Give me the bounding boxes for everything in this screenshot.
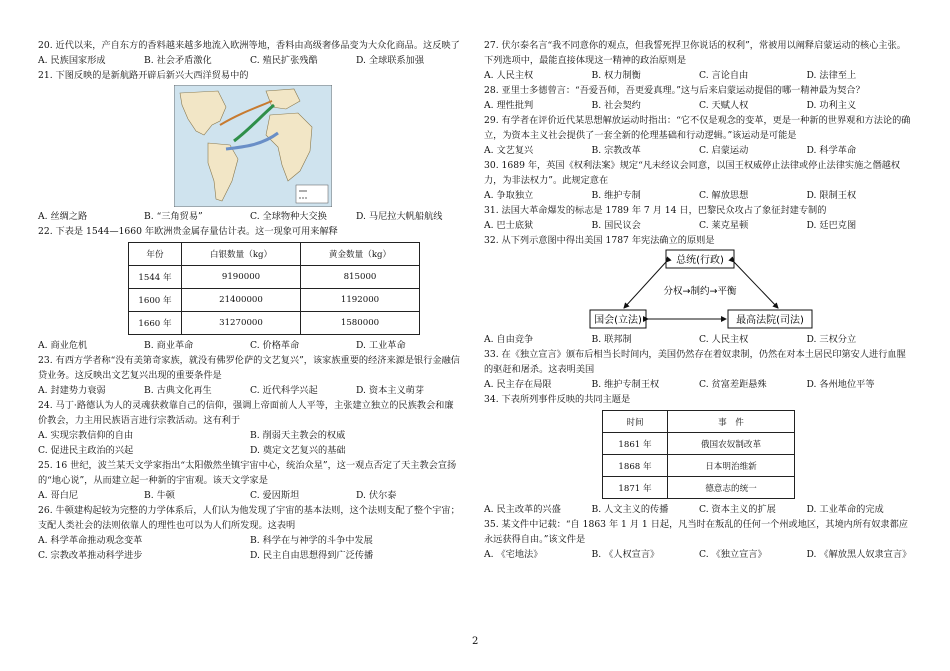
question-stem: 20. 近代以来，产自东方的香料越来越多地流入欧洲等地，香料由高级奢侈品变为大众化商品。这反映了 — [38, 40, 460, 51]
option-a: A. 巴士底狱 — [484, 220, 534, 231]
option-d: D. 各州地位平等 — [806, 379, 875, 390]
table-cell: 1861 年 — [603, 433, 668, 455]
table-header-row — [129, 243, 420, 266]
option-d: D. 工业革命 — [356, 340, 406, 351]
option-b: B. 古典文化再生 — [144, 385, 212, 396]
option-c: C. 贫富差距悬殊 — [699, 379, 767, 390]
option-c: C. 促进民主政治的兴起 — [38, 445, 134, 456]
question-24 — [38, 398, 462, 458]
option-d: D. 功利主义 — [806, 100, 857, 111]
left-column — [38, 38, 462, 563]
table-cell: 1192000 — [301, 289, 420, 312]
option-a: A. 民族国家形成 — [38, 55, 106, 66]
check-arrow — [734, 262, 778, 308]
option-d: D. 奠定文艺复兴的基础 — [250, 445, 346, 456]
question-stem: 24. 马丁·路德认为人的灵魂获救靠自己的信仰，强调上帝面前人人平等，主张建立独立的民族教会和廉价教会，力主用民族语言进行宗教活动。这有利于 — [38, 400, 454, 426]
options-row — [484, 332, 914, 347]
option-a: A. 自由竞争 — [484, 334, 534, 345]
options-row — [484, 143, 914, 158]
option-a: A. 理性批判 — [484, 100, 534, 111]
question-22 — [38, 224, 462, 353]
question-21 — [38, 68, 462, 224]
option-c: C. 《独立宣言》 — [699, 549, 767, 560]
options-row — [484, 188, 914, 203]
option-b: B. 《人权宣言》 — [591, 549, 660, 560]
president-label: 总统(行政) — [676, 255, 724, 266]
table-header: 黄金数量（kg） — [301, 243, 420, 266]
options-row — [484, 502, 914, 517]
option-c: C. 天赋人权 — [699, 100, 749, 111]
option-c: C. 莱克星顿 — [699, 220, 749, 231]
option-d: D. 科学革命 — [806, 145, 857, 156]
table-header-row — [603, 411, 795, 433]
option-a: A. 哥白尼 — [38, 490, 79, 501]
option-b: B. 削弱天主教会的权威 — [250, 430, 346, 441]
option-b: B. 联邦制 — [591, 334, 632, 345]
option-d: D. 法律至上 — [806, 70, 857, 81]
table-header: 事 件 — [668, 411, 795, 433]
option-b: B. 社会矛盾激化 — [144, 55, 212, 66]
question-25 — [38, 458, 462, 503]
option-b: B. 权力制衡 — [591, 70, 641, 81]
page-number: 2 — [472, 636, 479, 647]
option-c: C. 宗教改革推动科学进步 — [38, 550, 143, 561]
table-cell: 1544 年 — [129, 266, 182, 289]
option-c: C. 殖民扩张残酷 — [250, 55, 318, 66]
table-header: 年份 — [129, 243, 182, 266]
option-a: A. 民主改革的兴盛 — [484, 504, 561, 515]
option-d: D. 廷巴克图 — [806, 220, 857, 231]
table-row — [603, 455, 795, 477]
option-b: B. 人文主义的传播 — [591, 504, 669, 515]
options-row — [484, 547, 914, 562]
option-c: C. 解放思想 — [699, 190, 749, 201]
question-stem: 30. 1689 年，英国《权利法案》规定“凡未经议会同意，以国王权威停止法律或停止法律实施之僭越权力，为非法权力”。此规定意在 — [484, 160, 901, 186]
options-row — [38, 533, 462, 563]
table-cell: 日本明治维新 — [668, 455, 795, 477]
option-c: C. 言论自由 — [699, 70, 749, 81]
option-d: D. 全球联系加强 — [356, 55, 425, 66]
question-28 — [484, 83, 914, 113]
atlantic-trade-map — [174, 85, 332, 207]
metal-stock-table — [128, 242, 420, 335]
question-32 — [484, 233, 914, 347]
options-row — [484, 377, 914, 392]
option-b: B. 维护专制王权 — [591, 379, 660, 390]
option-b: B. 维护专制 — [591, 190, 641, 201]
options-row — [38, 338, 462, 353]
option-d: D. 工业革命的完成 — [806, 504, 884, 515]
option-d: D. 三权分立 — [806, 334, 857, 345]
question-27 — [484, 38, 914, 83]
question-34 — [484, 392, 914, 517]
table-cell: 俄国农奴制改革 — [668, 433, 795, 455]
option-a: A. 科学革命推动观念变革 — [38, 535, 143, 546]
option-b: B. 商业革命 — [144, 340, 194, 351]
question-stem: 34. 下表所列事件反映的共同主题是 — [484, 394, 631, 405]
options-row — [484, 98, 914, 113]
option-b: B. 宗教改革 — [591, 145, 641, 156]
table-cell: 1580000 — [301, 312, 420, 335]
option-a: A. 民主存在局限 — [484, 379, 552, 390]
separation-of-powers-diagram — [588, 248, 814, 330]
option-d: D. 资本主义萌芽 — [356, 385, 425, 396]
options-row — [38, 209, 462, 224]
question-stem: 35. 某文件中记载：“自 1863 年 1 月 1 日起，凡当时在叛乱的任何一个州或地区，其境内所有奴隶都应永远获得自由。”该文件是 — [484, 519, 908, 545]
option-a: A. 实现宗教信仰的自由 — [38, 430, 134, 441]
question-33 — [484, 347, 914, 392]
map-legend — [296, 185, 328, 203]
option-a: A. 丝绸之路 — [38, 211, 88, 222]
options-row — [38, 383, 462, 398]
option-c: C. 近代科学兴起 — [250, 385, 318, 396]
table-cell: 1600 年 — [129, 289, 182, 312]
table-cell: 21400000 — [182, 289, 301, 312]
question-26 — [38, 503, 462, 563]
table-row — [603, 477, 795, 499]
option-d: D. 《解放黑人奴隶宣言》 — [806, 549, 912, 560]
table-cell: 1660 年 — [129, 312, 182, 335]
table-cell: 9190000 — [182, 266, 301, 289]
option-c: C. 价格革命 — [250, 340, 300, 351]
option-a: A. 《宅地法》 — [484, 549, 543, 560]
option-a: A. 商业危机 — [38, 340, 88, 351]
question-35 — [484, 517, 914, 562]
question-20 — [38, 38, 462, 68]
option-c: C. 全球物种大交换 — [250, 211, 327, 222]
question-stem: 31. 法国大革命爆发的标志是 1789 年 7 月 14 日，巴黎民众攻占了象征封建专制的 — [484, 205, 827, 216]
option-a: A. 人民主权 — [484, 70, 534, 81]
question-stem: 27. 伏尔泰名言“我不同意你的观点，但我誓死捍卫你说话的权利”，常被用以阐释启蒙运动的核心主张。下列选项中，最能直接体现这一精神的政治原则是 — [484, 40, 906, 66]
option-b: B. 社会契约 — [591, 100, 641, 111]
option-c: C. 爱因斯坦 — [250, 490, 300, 501]
table-cell: 1871 年 — [603, 477, 668, 499]
table-cell: 德意志的统一 — [668, 477, 795, 499]
table-row — [129, 266, 420, 289]
options-row — [38, 428, 462, 458]
question-30 — [484, 158, 914, 203]
table-row — [129, 289, 420, 312]
question-stem: 25. 16 世纪，波兰某天文学家指出“太阳傲然坐镇宇宙中心，统治众星”，这一观点否定了天主教会宣扬的“地心说”，从而建立起一种新的宇宙观。该天文学家是 — [38, 460, 457, 486]
option-d: D. 伏尔泰 — [356, 490, 397, 501]
table-header: 时间 — [603, 411, 668, 433]
option-b: B. “三角贸易” — [144, 211, 203, 222]
question-31 — [484, 203, 914, 233]
option-d: D. 马尼拉大帆船航线 — [356, 211, 443, 222]
option-d: D. 民主自由思想得到广泛传播 — [250, 550, 374, 561]
option-c: C. 人民主权 — [699, 334, 749, 345]
option-b: B. 科学在与神学的斗争中发展 — [250, 535, 373, 546]
options-row — [38, 53, 462, 68]
option-b: B. 牛顿 — [144, 490, 175, 501]
option-a: A. 封建势力衰弱 — [38, 385, 106, 396]
supreme-court-label: 最高法院(司法) — [736, 315, 804, 326]
option-d: D. 限制王权 — [806, 190, 857, 201]
options-row — [38, 488, 462, 503]
question-stem: 21. 下图反映的是新航路开辟后新兴大西洋贸易中的 — [38, 70, 249, 81]
options-row — [484, 68, 914, 83]
question-stem: 23. 有西方学者称“没有美第奇家族，就没有佛罗伦萨的文艺复兴”，该家族重要的经济来源是银行金融信贷业务。这反映出文艺复兴出现的重要条件是 — [38, 355, 460, 381]
check-arrow — [624, 262, 666, 308]
question-stem: 28. 亚里士多德曾言：“吾爱吾师，吾更爱真理。”这与后来启蒙运动提倡的哪一精神最为契合？ — [484, 85, 865, 96]
option-c: C. 资本主义的扩展 — [699, 504, 776, 515]
question-stem: 26. 牛顿建构起较为完整的力学体系后，人们认为他发现了宇宙的基本法则，这个法则支配了整个宇宙；支配人类社会的法则依靠人的理性也可以为人们所发现。这表明 — [38, 505, 460, 531]
option-c: C. 启蒙运动 — [699, 145, 749, 156]
congress-label: 国会(立法) — [594, 315, 642, 326]
table-row — [129, 312, 420, 335]
question-29 — [484, 113, 914, 158]
option-a: A. 争取独立 — [484, 190, 534, 201]
question-23 — [38, 353, 462, 398]
question-stem: 29. 有学者在评价近代某思想解放运动时指出：“它不仅是观念的变革，更是一种新的世界观和方法论的确立，为资本主义社会提供了一套全新的伦理基础和行动逻辑。”该运动是可能是 — [484, 115, 911, 141]
option-b: B. 国民议会 — [591, 220, 641, 231]
question-stem: 22. 下表是 1544—1660 年欧洲贵金属存量估计表。这一现象可用来解释 — [38, 226, 338, 237]
center-label: 分权→制约→平衡 — [663, 286, 737, 297]
question-stem: 33. 在《独立宣言》颁布后相当长时间内，美国仍然存在着奴隶制，仍然在对本土居民印第安人进行血腥的驱赶和屠杀。这表明美国 — [484, 349, 906, 375]
table-row — [603, 433, 795, 455]
options-row — [484, 218, 914, 233]
question-stem: 32. 从下列示意图中得出美国 1787 年宪法确立的原则是 — [484, 235, 715, 246]
table-header: 白银数量（kg） — [182, 243, 301, 266]
events-table — [602, 410, 795, 499]
table-cell: 31270000 — [182, 312, 301, 335]
right-column — [484, 38, 914, 562]
table-cell: 1868 年 — [603, 455, 668, 477]
table-cell: 815000 — [301, 266, 420, 289]
option-a: A. 文艺复兴 — [484, 145, 534, 156]
